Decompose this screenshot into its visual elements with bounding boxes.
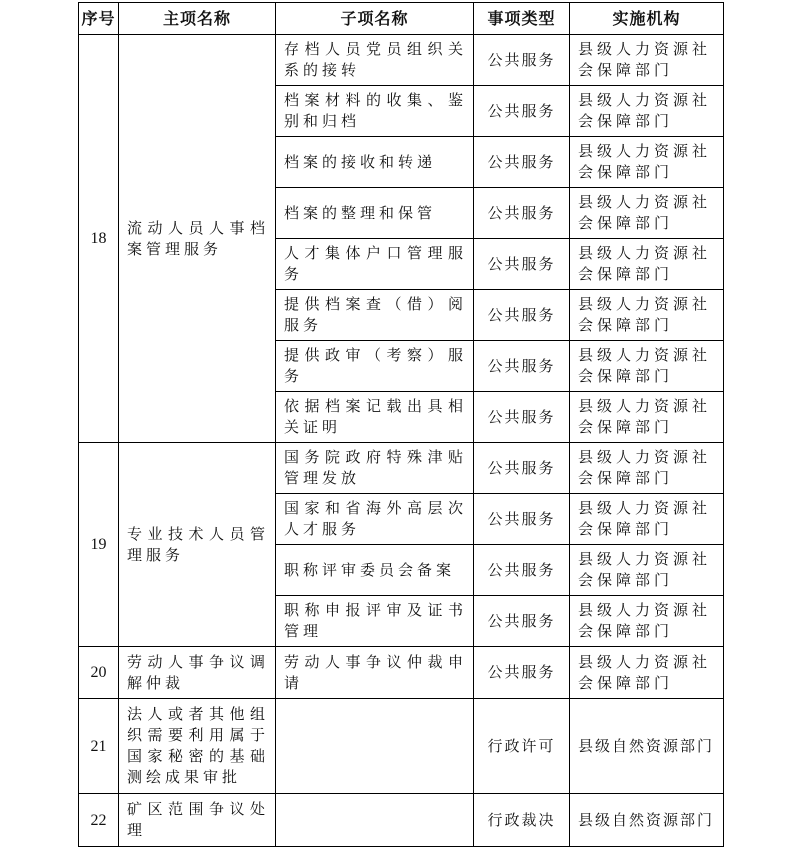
item-type: 公共服务 xyxy=(474,647,570,699)
agency: 县级人力资源社会保障部门 xyxy=(570,392,724,443)
main-item-name: 法人或者其他组织需要利用属于国家秘密的基础测绘成果审批 xyxy=(119,699,276,794)
sub-item-name: 存档人员党员组织关系的接转 xyxy=(276,35,474,86)
item-type: 公共服务 xyxy=(474,137,570,188)
sub-item-name: 国务院政府特殊津贴管理发放 xyxy=(276,443,474,494)
main-item-name: 矿区范围争议处理 xyxy=(119,794,276,847)
header-main-item: 主项名称 xyxy=(119,3,276,35)
table-header-row xyxy=(79,3,724,35)
sub-item-name: 提供政审（考察）服务 xyxy=(276,341,474,392)
agency: 县级人力资源社会保障部门 xyxy=(570,341,724,392)
header-agency: 实施机构 xyxy=(570,3,724,35)
table-row xyxy=(79,443,724,494)
item-type: 公共服务 xyxy=(474,392,570,443)
sub-item-name: 档案材料的收集、鉴别和归档 xyxy=(276,86,474,137)
sub-item-name: 职称评审委员会备案 xyxy=(276,545,474,596)
table-row xyxy=(79,35,724,86)
item-type: 公共服务 xyxy=(474,443,570,494)
agency: 县级人力资源社会保障部门 xyxy=(570,290,724,341)
row-number: 19 xyxy=(79,443,119,647)
agency: 县级人力资源社会保障部门 xyxy=(570,137,724,188)
agency: 县级自然资源部门 xyxy=(570,699,724,794)
header-sub-item: 子项名称 xyxy=(276,3,474,35)
agency: 县级人力资源社会保障部门 xyxy=(570,443,724,494)
sub-item-name xyxy=(276,699,474,794)
item-type: 公共服务 xyxy=(474,545,570,596)
item-type: 公共服务 xyxy=(474,494,570,545)
sub-item-name: 提供档案查（借）阅服务 xyxy=(276,290,474,341)
item-type: 公共服务 xyxy=(474,290,570,341)
agency: 县级人力资源社会保障部门 xyxy=(570,35,724,86)
agency: 县级人力资源社会保障部门 xyxy=(570,239,724,290)
sub-item-name: 职称申报评审及证书管理 xyxy=(276,596,474,647)
item-type: 公共服务 xyxy=(474,35,570,86)
item-type: 公共服务 xyxy=(474,596,570,647)
header-num: 序号 xyxy=(79,3,119,35)
sub-item-name: 劳动人事争议仲裁申请 xyxy=(276,647,474,699)
table-row xyxy=(79,794,724,847)
sub-item-name: 档案的接收和转递 xyxy=(276,137,474,188)
table-row xyxy=(79,647,724,699)
main-item-name: 专业技术人员管理服务 xyxy=(119,443,276,647)
table-row xyxy=(79,699,724,794)
sub-item-name: 依据档案记载出具相关证明 xyxy=(276,392,474,443)
item-type: 行政裁决 xyxy=(474,794,570,847)
item-type: 公共服务 xyxy=(474,86,570,137)
row-number: 18 xyxy=(79,35,119,443)
sub-item-name: 档案的整理和保管 xyxy=(276,188,474,239)
agency: 县级自然资源部门 xyxy=(570,794,724,847)
main-item-name: 劳动人事争议调解仲裁 xyxy=(119,647,276,699)
main-item-name: 流动人员人事档案管理服务 xyxy=(119,35,276,443)
row-number: 20 xyxy=(79,647,119,699)
agency: 县级人力资源社会保障部门 xyxy=(570,86,724,137)
sub-item-name: 国家和省海外高层次人才服务 xyxy=(276,494,474,545)
item-type: 公共服务 xyxy=(474,239,570,290)
agency: 县级人力资源社会保障部门 xyxy=(570,188,724,239)
item-type: 公共服务 xyxy=(474,188,570,239)
agency: 县级人力资源社会保障部门 xyxy=(570,545,724,596)
sub-item-name xyxy=(276,794,474,847)
sub-item-name: 人才集体户口管理服务 xyxy=(276,239,474,290)
item-type: 公共服务 xyxy=(474,341,570,392)
service-items-table xyxy=(78,2,724,847)
agency: 县级人力资源社会保障部门 xyxy=(570,494,724,545)
header-item-type: 事项类型 xyxy=(474,3,570,35)
row-number: 21 xyxy=(79,699,119,794)
agency: 县级人力资源社会保障部门 xyxy=(570,647,724,699)
agency: 县级人力资源社会保障部门 xyxy=(570,596,724,647)
item-type: 行政许可 xyxy=(474,699,570,794)
row-number: 22 xyxy=(79,794,119,847)
